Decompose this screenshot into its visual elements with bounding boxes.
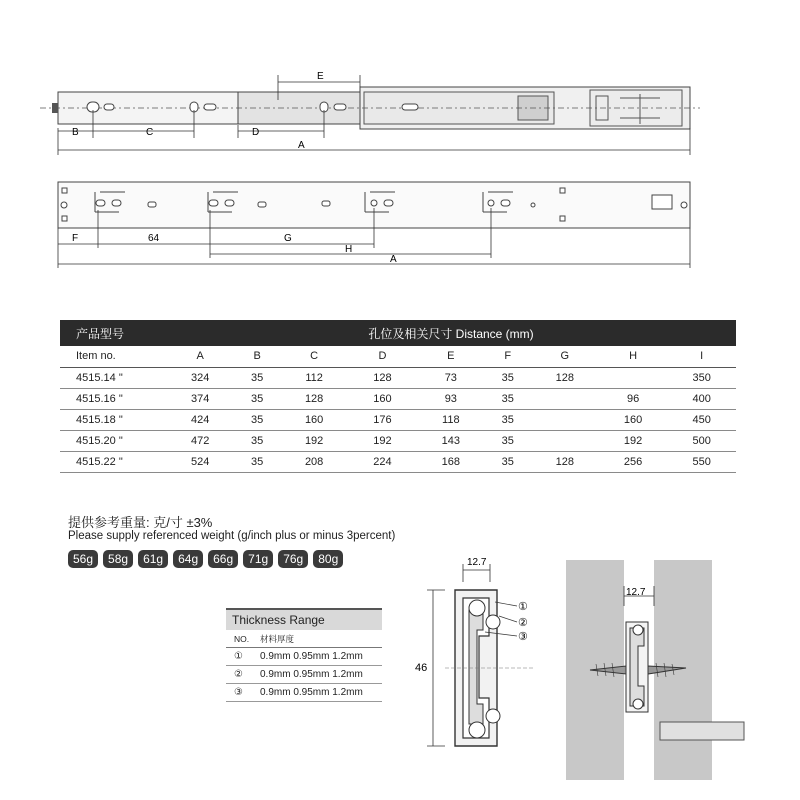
dim-label-h: H: [345, 244, 353, 255]
thickness-no: ②: [234, 669, 243, 680]
dim-label-a-top: A: [298, 140, 305, 151]
table-cell: 4515.14 ": [60, 367, 166, 388]
column-header-row: [60, 346, 736, 367]
table-cell: 208: [280, 451, 348, 472]
thickness-values: 0.9mm 0.95mm 1.2mm: [260, 687, 363, 698]
weight-badge: 76g: [278, 550, 308, 568]
table-cell: 35: [234, 388, 280, 409]
table-row: [60, 451, 736, 472]
table-cell: 192: [348, 430, 416, 451]
dim-label-f: F: [72, 233, 79, 244]
section-width-label: 12.7: [467, 557, 487, 568]
thickness-values: 0.9mm 0.95mm 1.2mm: [260, 651, 363, 662]
table-cell: 35: [485, 430, 531, 451]
dim-label-c: C: [146, 127, 154, 138]
weight-badge: 71g: [243, 550, 273, 568]
thickness-title: Thickness Range: [226, 608, 382, 630]
table-cell: 4515.16 ": [60, 388, 166, 409]
weight-badge: 80g: [313, 550, 343, 568]
thickness-no: ③: [234, 687, 243, 698]
table-row: [60, 430, 736, 451]
weight-badge: 56g: [68, 550, 98, 568]
spec-table: [60, 320, 736, 473]
column-header: B: [234, 346, 280, 367]
table-cell: 35: [485, 388, 531, 409]
table-cell: 128: [280, 388, 348, 409]
slide-top-view: [0, 0, 800, 300]
table-cell: 118: [417, 409, 485, 430]
table-title-row: [60, 320, 736, 346]
install-width-label: 12.7: [626, 587, 646, 598]
weight-title-en: Please supply referenced weight (g/inch plus or minus 3percent): [68, 530, 396, 542]
column-header: I: [667, 346, 736, 367]
thickness-values: 0.9mm 0.95mm 1.2mm: [260, 669, 363, 680]
weight-badge: 66g: [208, 550, 238, 568]
table-row: [60, 388, 736, 409]
table-cell: 450: [667, 409, 736, 430]
thickness-row: [226, 666, 382, 684]
cross-section: [405, 550, 555, 760]
thickness-row: [226, 684, 382, 702]
dim-label-d: D: [252, 127, 260, 138]
table-cell: 4515.20 ": [60, 430, 166, 451]
callout-2: ②: [518, 617, 528, 629]
weight-badge: 61g: [138, 550, 168, 568]
table-cell: 224: [348, 451, 416, 472]
column-header: C: [280, 346, 348, 367]
callout-1: ①: [518, 601, 528, 613]
header-cn: 产品型号: [76, 326, 125, 341]
table-cell: 143: [417, 430, 485, 451]
thickness-no: ①: [234, 651, 243, 662]
dim-label-g: G: [284, 233, 292, 244]
table-cell: [531, 430, 599, 451]
column-header: A: [166, 346, 234, 367]
table-cell: 35: [234, 430, 280, 451]
table-cell: 424: [166, 409, 234, 430]
table-cell: 192: [599, 430, 667, 451]
installation-view: [560, 560, 760, 780]
table-cell: 35: [485, 409, 531, 430]
table-cell: 500: [667, 430, 736, 451]
table-cell: [599, 367, 667, 388]
table-cell: 93: [417, 388, 485, 409]
table-row: [60, 409, 736, 430]
table-cell: 112: [280, 367, 348, 388]
column-header: G: [531, 346, 599, 367]
table-cell: 128: [348, 367, 416, 388]
drawer-bottom: [660, 722, 744, 740]
table-cell: 256: [599, 451, 667, 472]
table-cell: 176: [348, 409, 416, 430]
table-cell: 192: [280, 430, 348, 451]
column-header: Item no.: [60, 346, 166, 367]
thickness-head-material: 材料厚度: [260, 633, 295, 644]
weight-badge: 64g: [173, 550, 203, 568]
weight-badges: [68, 550, 343, 568]
table-cell: 324: [166, 367, 234, 388]
table-cell: [531, 409, 599, 430]
table-row: [60, 367, 736, 388]
column-header: D: [348, 346, 416, 367]
weight-title-cn: 提供参考重量: 克/寸 ±3%: [68, 515, 213, 530]
table-cell: 374: [166, 388, 234, 409]
thickness-table: [226, 608, 382, 702]
table-cell: 35: [485, 451, 531, 472]
table-cell: 73: [417, 367, 485, 388]
table-cell: 35: [234, 451, 280, 472]
table-cell: [531, 388, 599, 409]
thickness-head-row: [226, 630, 382, 648]
dim-label-b: B: [72, 127, 79, 138]
table-cell: 524: [166, 451, 234, 472]
table-cell: 160: [599, 409, 667, 430]
spec-table-body: [60, 367, 736, 472]
table-cell: 35: [485, 367, 531, 388]
table-cell: 160: [348, 388, 416, 409]
table-cell: 160: [280, 409, 348, 430]
thickness-row: [226, 648, 382, 666]
table-cell: 168: [417, 451, 485, 472]
table-cell: 350: [667, 367, 736, 388]
thickness-head-no: NO.: [234, 633, 250, 644]
table-cell: 35: [234, 367, 280, 388]
column-header: E: [417, 346, 485, 367]
column-header: H: [599, 346, 667, 367]
header-distance: 孔位及相关尺寸 Distance (mm): [368, 326, 534, 341]
table-cell: 4515.22 ": [60, 451, 166, 472]
table-cell: 4515.18 ": [60, 409, 166, 430]
table-cell: 550: [667, 451, 736, 472]
table-cell: 35: [234, 409, 280, 430]
callout-3: ③: [518, 631, 528, 643]
table-cell: 472: [166, 430, 234, 451]
weight-badge: 58g: [103, 550, 133, 568]
dim-label-64: 64: [148, 233, 160, 244]
table-cell: 128: [531, 451, 599, 472]
column-header: F: [485, 346, 531, 367]
dim-label-e: E: [317, 71, 324, 82]
table-cell: 128: [531, 367, 599, 388]
table-cell: 96: [599, 388, 667, 409]
dim-label-a-side: A: [390, 254, 397, 265]
section-height-label: 46: [415, 662, 428, 674]
table-cell: 400: [667, 388, 736, 409]
